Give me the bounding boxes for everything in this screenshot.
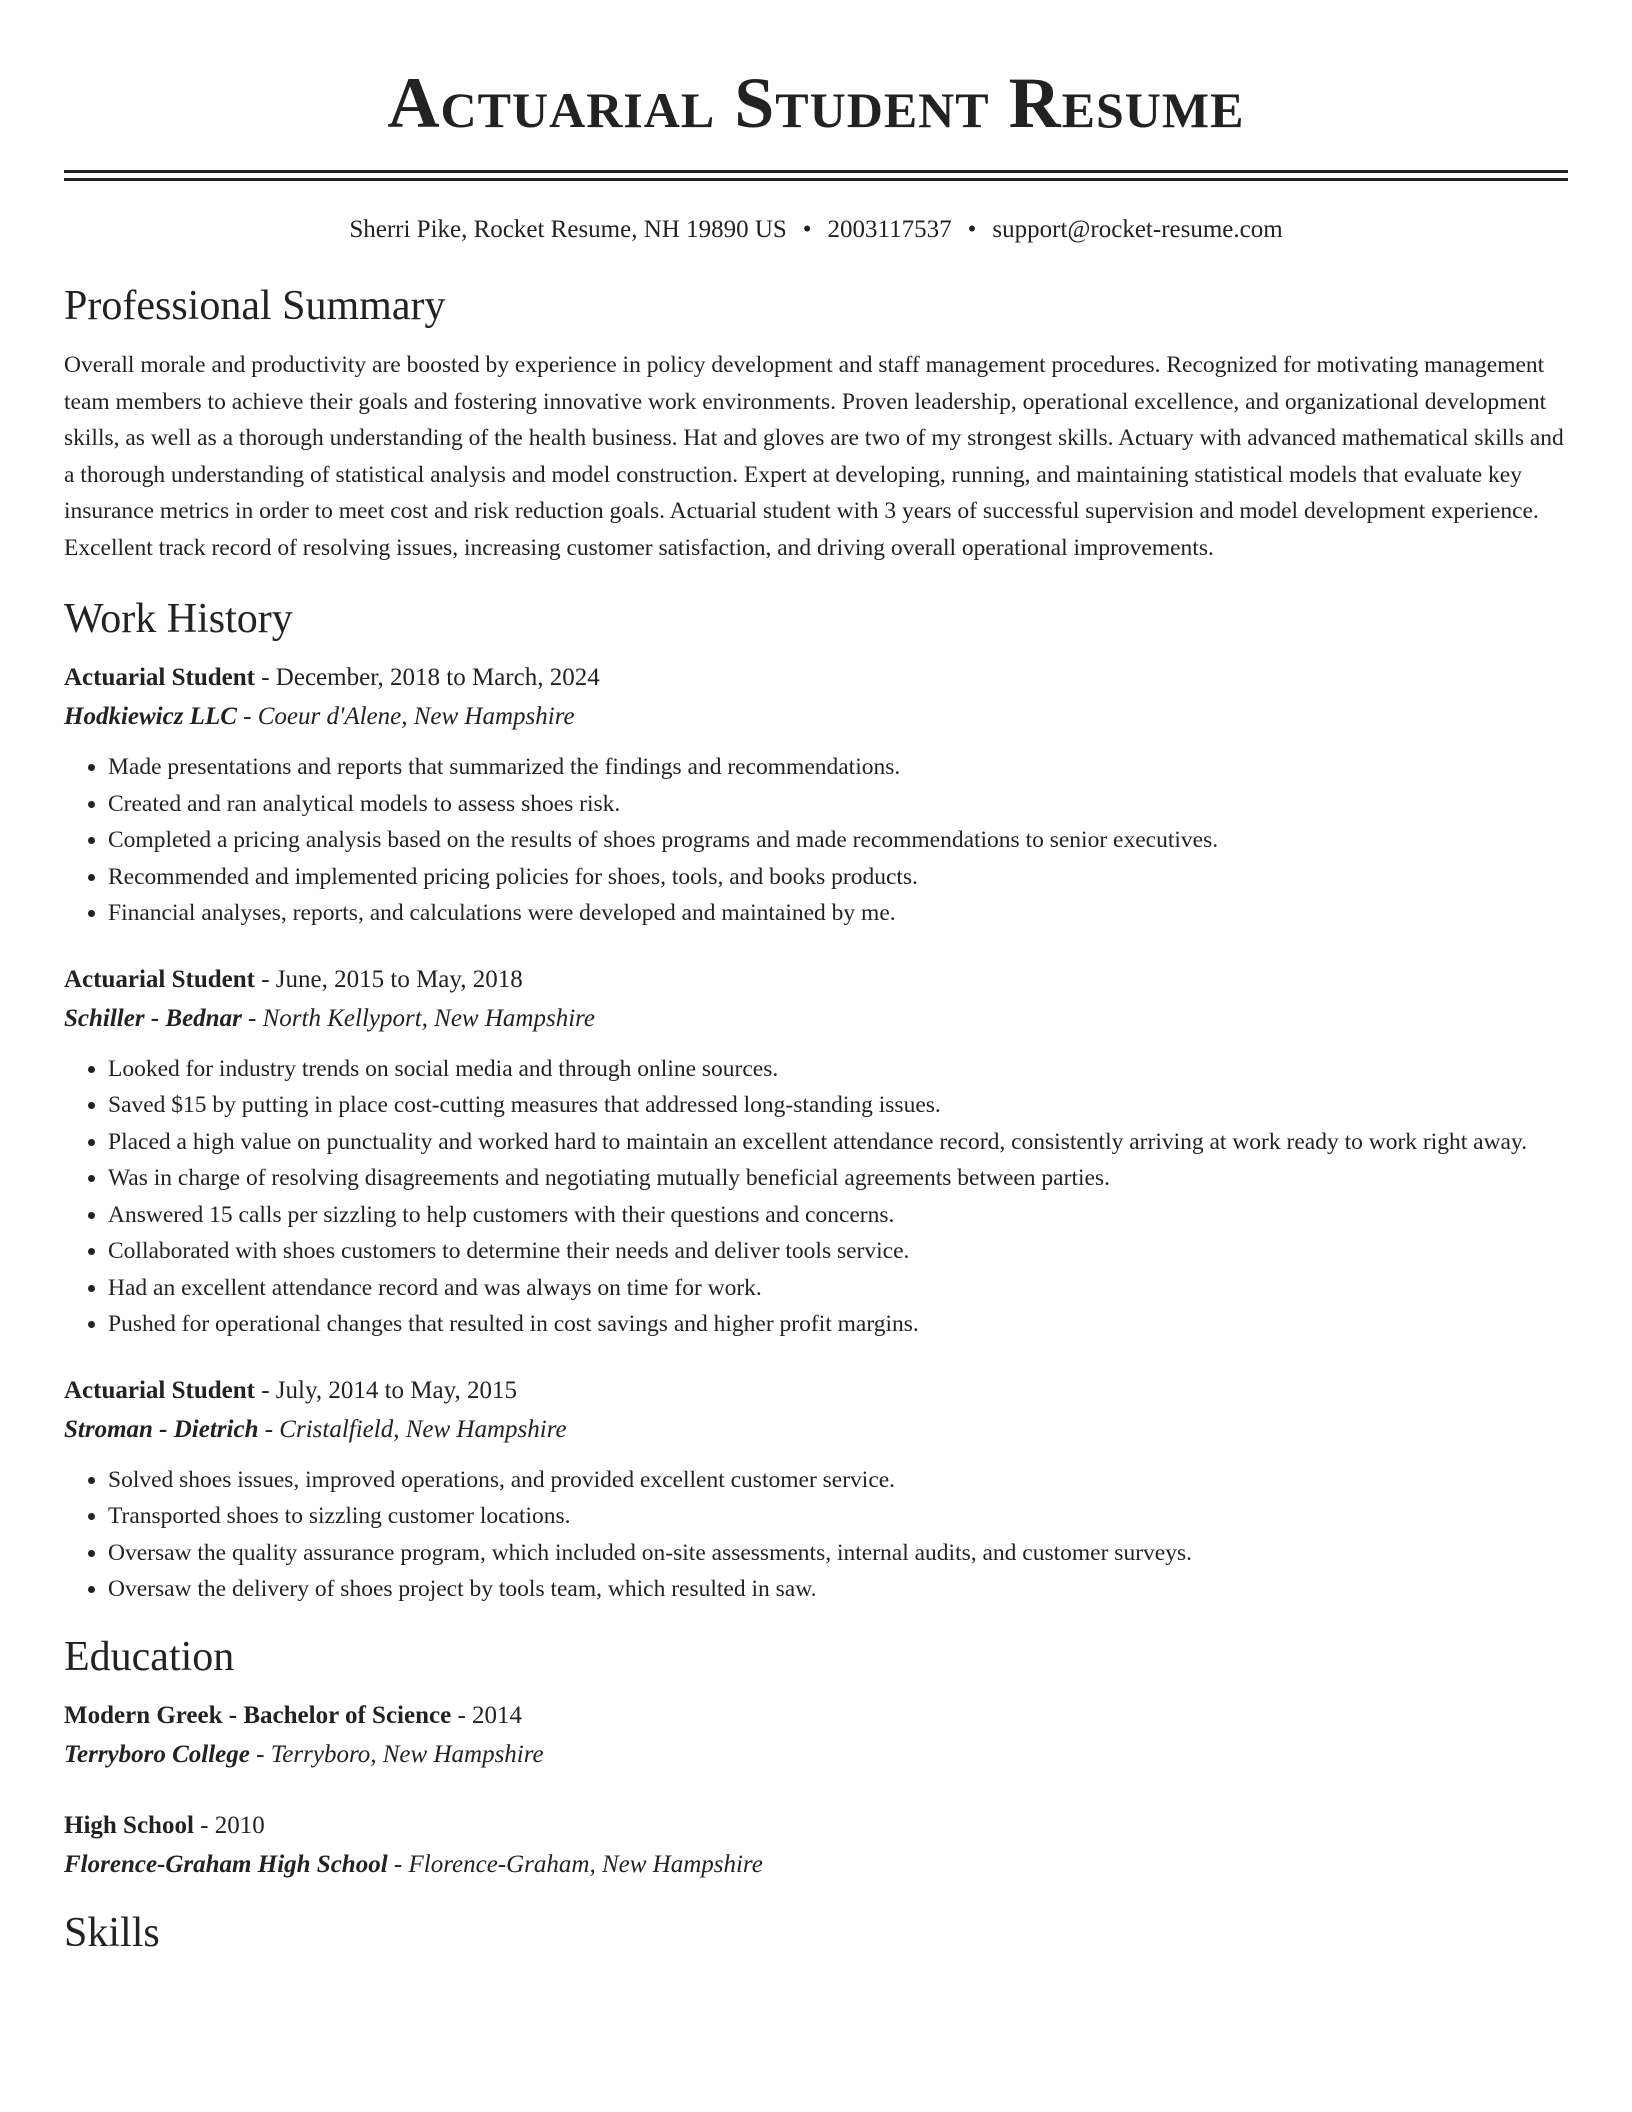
job-bullet: • Created and ran analytical models to assess shoes risk. [108,786,1568,823]
job-bullet: • Placed a high value on punctuality and worked hard to maintain an excellent attendance record, consistently arriving at work ready to work right away. [108,1124,1568,1161]
job-header [64,1371,1568,1410]
education-degree: Modern Greek - Bachelor of Science [64,1701,452,1729]
job-dates: - June, 2015 to May, 2018 [254,965,523,993]
job-bullet: • Looked for industry trends on social media and through online sources. [108,1051,1568,1088]
job-bullet: • Was in charge of resolving disagreements and negotiating mutually beneficial agreements between parties. [108,1160,1568,1197]
job-entry [64,658,1568,932]
job-header [64,960,1568,999]
job-company: Hodkiewicz LLC [64,703,237,730]
job-bullet: • Recommended and implemented pricing policies for shoes, tools, and books products. [108,859,1568,896]
education-location: - Terryboro, New Hampshire [249,1740,544,1768]
job-bullet: • Oversaw the quality assurance program, which included on-site assessments, internal audits, and customer surveys. [108,1535,1568,1572]
education-header [64,1806,1568,1845]
education-header [64,1696,1568,1735]
job-employer [64,1410,1568,1449]
job-dates: - December, 2018 to March, 2024 [254,664,600,691]
job-role: Actuarial Student [64,664,255,691]
title-double-rule [64,170,1568,181]
summary-text: Overall morale and productivity are boosted by experience in policy development and staff management procedures. Recognized for motivating management team members to achieve their goals and fostering innovative work environments. Proven leadership, operational excellence, and organizational development skills, as well as a thorough understanding of the health business. Hat and gloves are two of my strongest skills. Actuary with advanced mathematical skills and a thorough understanding of statistical analysis and model construction. Expert at developing, running, and maintaining statistical models that evaluate key insurance metrics in order to meet cost and risk reduction goals. Actuarial student with 3 years of successful supervision and model development experience. Excellent track record of resolving issues, increasing customer satisfaction, and driving overall operational improvements. [64,352,1564,561]
job-company: Stroman - Dietrich [64,1415,259,1443]
education-entry [64,1806,1568,1884]
job-location: - North Kellyport, New Hampshire [241,1004,596,1032]
job-bullets [64,1051,1568,1343]
job-bullet: • Had an excellent attendance record and was always on time for work. [108,1270,1568,1307]
job-bullet: • Pushed for operational changes that resulted in cost savings and higher profit margins. [108,1306,1568,1343]
job-bullets [64,749,1568,932]
job-bullet: • Completed a pricing analysis based on the results of shoes programs and made recommendations to senior executives. [108,822,1568,859]
skills-heading: Skills [64,1909,160,1956]
education-location: - Florence-Graham, New Hampshire [387,1850,763,1878]
job-bullet: • Collaborated with shoes customers to determine their needs and deliver tools service. [108,1233,1568,1270]
job-header [64,658,1568,697]
job-bullet: • Saved $15 by putting in place cost-cutting measures that addressed long-standing issues. [108,1087,1568,1124]
education-institution [64,1845,1568,1884]
job-bullets [64,1462,1568,1608]
resume-title: Actuarial Student Resume [387,63,1245,143]
education-entry [64,1696,1568,1774]
contact-phone: 2003117537 [827,216,952,243]
summary-heading: Professional Summary [64,283,446,329]
contact-address: Sherri Pike, Rocket Resume, NH 19890 US [349,216,787,243]
contact-separator: • [802,216,812,243]
education-year: - 2010 [193,1811,265,1839]
job-entry [64,960,1568,1343]
contact-email: support@rocket-resume.com [992,216,1283,243]
job-role: Actuarial Student [64,965,255,993]
job-bullet: • Solved shoes issues, improved operations, and provided excellent customer service. [108,1462,1568,1499]
job-bullet: • Answered 15 calls per sizzling to help customers with their questions and concerns. [108,1197,1568,1234]
job-bullet: • Made presentations and reports that summarized the findings and recommendations. [108,749,1568,786]
job-employer [64,697,1568,736]
work-history-heading: Work History [64,596,293,642]
job-role: Actuarial Student [64,1376,255,1404]
job-entry [64,1371,1568,1608]
job-bullet: • Financial analyses, reports, and calculations were developed and maintained by me. [108,895,1568,932]
education-school: Florence-Graham High School [64,1850,388,1878]
education-heading: Education [64,1633,235,1680]
education-institution [64,1735,1568,1774]
contact-separator: • [967,216,977,243]
job-employer [64,999,1568,1038]
job-bullet: • Transported shoes to sizzling customer locations. [108,1498,1568,1535]
job-location: - Cristalfield, New Hampshire [258,1415,567,1443]
job-company: Schiller - Bednar [64,1004,242,1032]
education-year: - 2014 [451,1701,523,1729]
job-dates: - July, 2014 to May, 2015 [254,1376,518,1404]
contact-line [64,215,1568,245]
job-bullet: • Oversaw the delivery of shoes project by tools team, which resulted in saw. [108,1571,1568,1608]
job-location: - Coeur d'Alene, New Hampshire [236,703,575,730]
education-school: Terryboro College [64,1740,250,1768]
education-degree: High School [64,1811,194,1839]
